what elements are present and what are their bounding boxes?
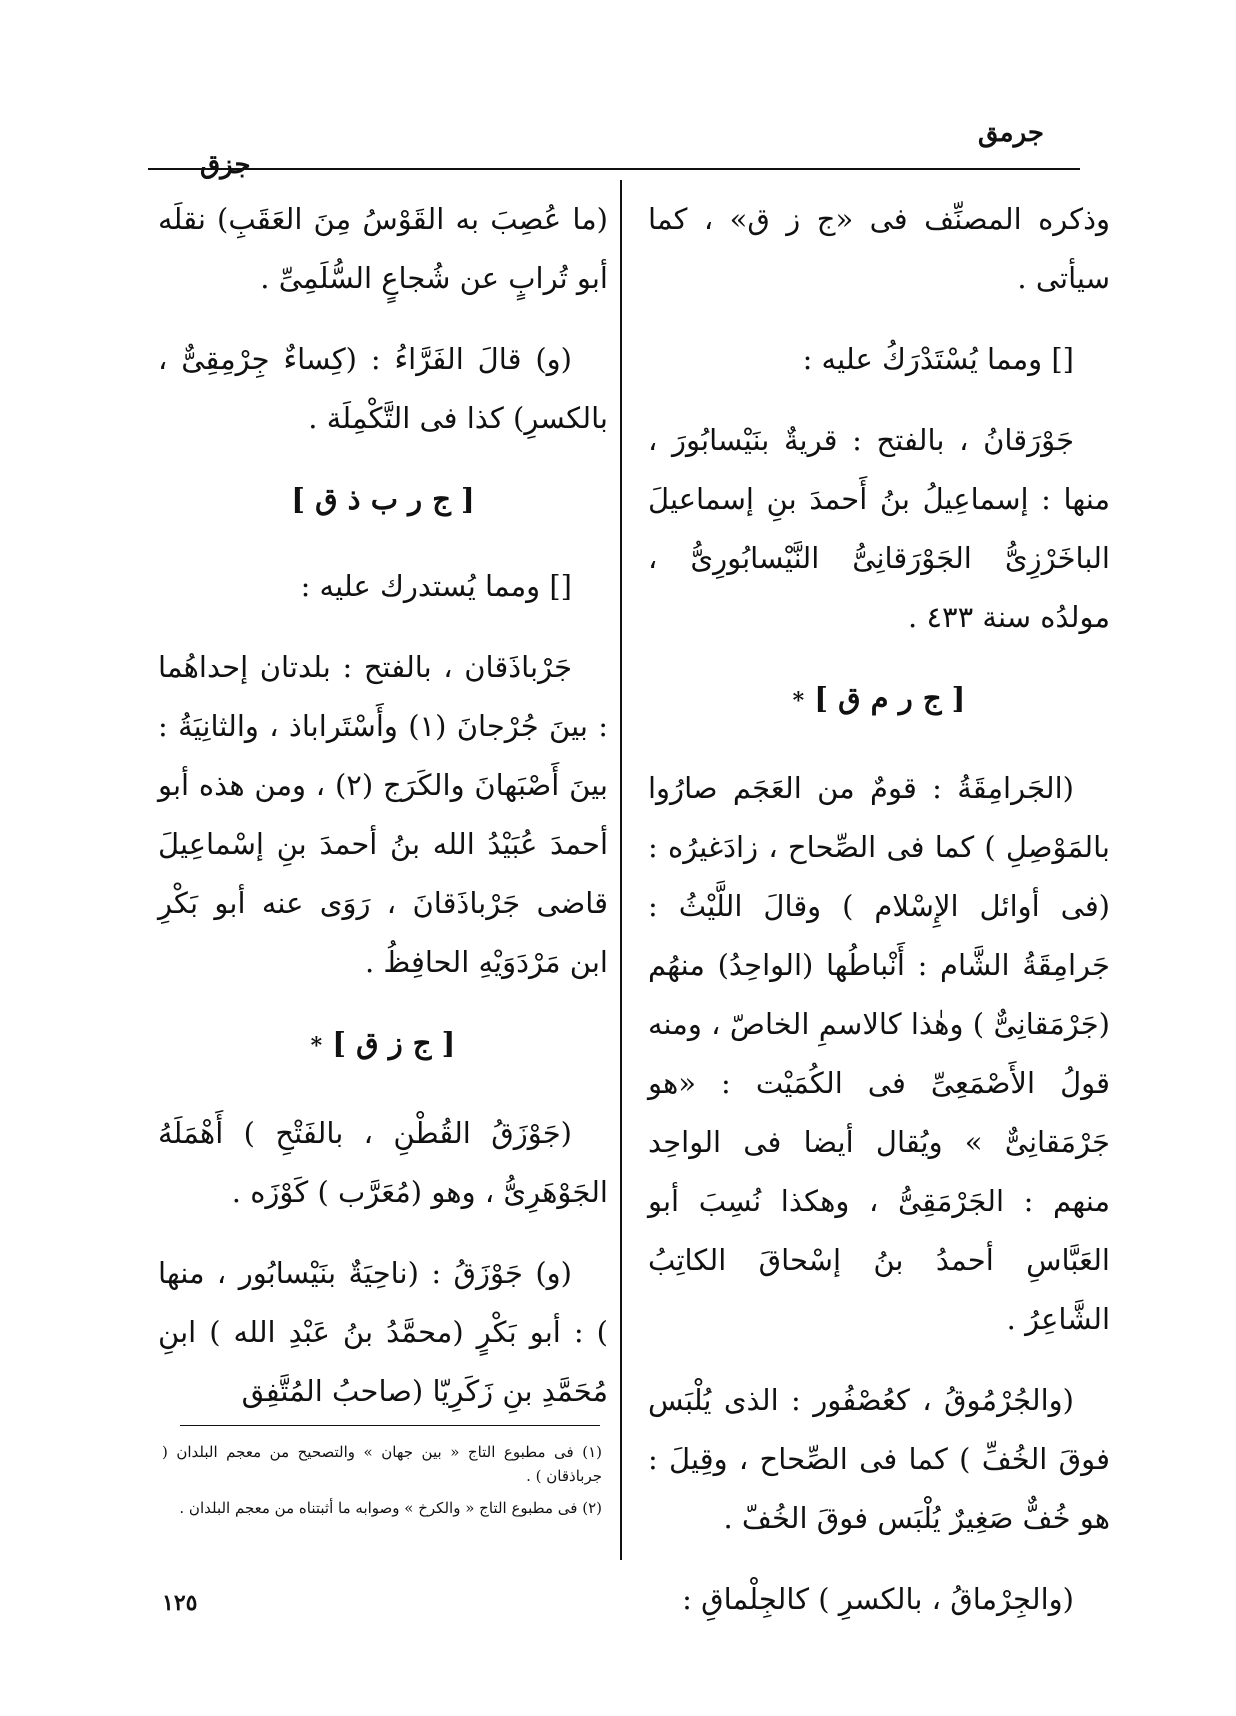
header-left-title: جزق (200, 150, 251, 180)
entry-heading-text: [ ج ر ب ذ ق ] (291, 482, 475, 516)
footnote: (٢) فى مطبوع التاج « والكرخ » وصوابه ما أثبتناه من معجم البلدان . (179, 1499, 602, 1517)
paragraph: (و) قالَ الفَرَّاءُ : (كِساءٌ جِرْمِقِىٌّ ، بالكسرِ) كذا فى التَّكْمِلَة . (158, 342, 608, 435)
footnote-rule (180, 1425, 600, 1426)
paragraph: (و) جَوْزَقُ : (ناحِيَةٌ بنَيْسابُور ، منها ) : أبو بَكْرٍ (محمَّدُ بنُ عَبْدِ الله ) ابنِ مُحَمَّدِ بنِ زَكَرِيّا (صاحبُ المُتَّفِق (158, 1256, 608, 1408)
right-column (648, 190, 1110, 1651)
paragraph: [] ومما يُسْتَدْرَكُ عليه : (802, 342, 1074, 376)
entry-heading (158, 470, 608, 529)
column-divider (620, 180, 622, 1560)
entry-heading (158, 1014, 608, 1076)
entry-heading-text: [ ج ز ق ] (332, 1026, 456, 1060)
paragraph: (والجُرْمُوقُ ، كعُصْفُور : الذى يُلْبَس فوقَ الخُفِّ ) كما فى الصِّحاح ، وقِيلَ : هو خُفٌّ صَغِيرٌ يُلْبَس فوقَ الخُفّ . (648, 1383, 1110, 1535)
header-rule (148, 168, 1080, 170)
header-right-title: جرمق (977, 118, 1044, 148)
paragraph: (ما عُصِبَ به القَوْسُ مِنَ العَقَبِ) نقلَه أبو تُرابٍ عن شُجاعٍ السُّلَمِىِّ . (158, 202, 608, 295)
left-column (158, 190, 608, 1443)
paragraph: وذكره المصنِّف فى «ج ز ق» ، كما سيأتى . (648, 202, 1110, 295)
paragraph: جَوْرَقانُ ، بالفتح : قريةٌ بنَيْسابُورَ ، منها : إسماعِيلُ بنُ أَحمدَ بنِ إسماعيلَ الباخَرْزِىُّ الجَوْرَقانِىُّ النَّيْسابُورِىُّ ، مولدُه سنة ٤٣٣ . (648, 423, 1110, 634)
page-number: ١٢٥ (162, 1590, 198, 1616)
entry-heading-text: [ ج ر م ق ] (814, 681, 966, 715)
footnotes (162, 1440, 602, 1528)
entry-heading (648, 669, 1110, 731)
paragraph: (والجِرْماقُ ، بالكسرِ ) كالجِلْماقِ : (682, 1582, 1074, 1616)
paragraph: جَرْباذَقان ، بالفتح : بلدتان إحداهُما : بينَ جُرْجانَ (١) وأَسْتَراباذ ، والثانِيَةُ : بينَ أَصْبَهانَ والكَرَج (٢) ، ومن هذه أبو أحمدَ عُبَيْدُ الله بنُ أحمدَ بنِ إسْماعِيلَ قاضى جَرْباذَقانَ ، رَوَى عنه أبو بَكْرِ ابن مَرْدَوَيْهِ الحافِظُ . (158, 650, 609, 979)
star-marker: * (792, 688, 805, 714)
paragraph: [] ومما يُستدرك عليه : (300, 569, 572, 603)
paragraph: (جَوْزَقُ القُطْنِ ، بالفَتْحِ ) أَهْمَلَهُ الجَوْهَرِىُّ ، وهو (مُعَرَّب ) كَوْزَه . (158, 1116, 608, 1209)
star-marker: * (310, 1033, 323, 1059)
paragraph: (الجَرامِقَةُ : قومٌ من العَجَم صارُوا بالمَوْصِلِ ) كما فى الصِّحاح ، زادَغيرُه : (فى أوائل الإِسْلام ) وقالَ اللَّيْثُ : جَرامِقَةُ الشَّام : أَنْباطُها (الواحِدُ) منهُم (جَرْمَقانِىٌّ ) وهٰذا كالاسمِ الخاصّ ، ومنه قولُ الأَصْمَعِىِّ فى الكُمَيْت : «هو جَرْمَقانِىٌّ » ويُقال أيضا فى الواحِد منهم : الجَرْمَقِىُّ ، وهكذا نُسِبَ أبو العَبَّاسِ أحمدُ بنُ إسْحاقَ الكاتِبُ الشَّاعِرُ . (648, 771, 1110, 1336)
footnote: (١) فى مطبوع التاج « بين جهان » والتصحيح من معجم البلدان ( جرباذقان ) . (162, 1443, 602, 1485)
